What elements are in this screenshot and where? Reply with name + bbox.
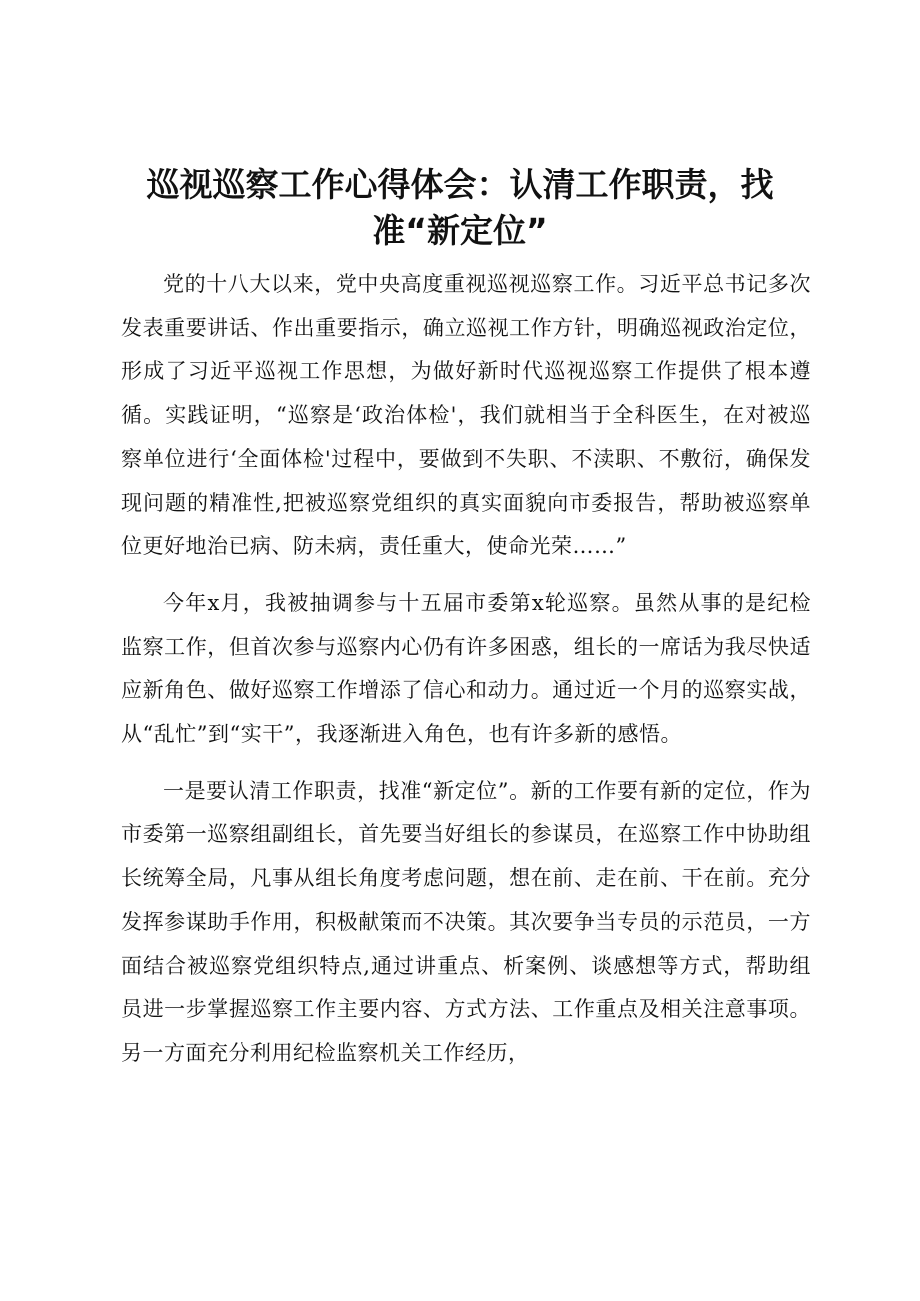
document-title: 巡视巡察工作心得体会：认清工作职责，找准“新定位”	[146, 165, 774, 250]
paragraph-1: 党的十八大以来，党中央高度重视巡视巡察工作。习近平总书记多次发表重要讲话、作出重要指示，确立巡视工作方针，明确巡视政治定位，形成了习近平巡视工作思想，为做好新时代巡视巡察工作提供了根本遵循。实践证明，“巡察是‘政治体检'，我们就相当于全科医生，在对被巡察单位进行‘全面体检'过程中，要做到不失职、不渎职、不敷衍，确保发现问题的精准性,把被巡察党组织的真实面貌向市委报告，帮助被巡察单位更好地治已病、防未病，责任重大，使命光荣……”	[121, 272, 811, 559]
paragraph-2: 今年x月，我被抽调参与十五届市委第x轮巡察。虽然从事的是纪检监察工作，但首次参与巡察内心仍有许多困惑，组长的一席话为我尽快适应新角色、做好巡察工作增添了信心和动力。通过近一个月的巡察实战，从“乱忙”到“实干”，我逐渐进入角色，也有许多新的感悟。	[121, 590, 811, 747]
paragraph-3: 一是要认清工作职责，找准“新定位”。新的工作要有新的定位，作为市委第一巡察组副组长，首先要当好组长的参谋员，在巡察工作中协助组长统筹全局，凡事从组长角度考虑问题，想在前、走在前、干在前。充分发挥参谋助手作用，积极献策而不决策。其次要争当专员的示范员，一方面结合被巡察党组织特点,通过讲重点、析案例、谈感想等方式，帮助组员进一步掌握巡察工作主要内容、方式方法、工作重点及相关注意事项。另一方面充分利用纪检监察机关工作经历，	[121, 778, 811, 1065]
document-body	[121, 263, 811, 1089]
